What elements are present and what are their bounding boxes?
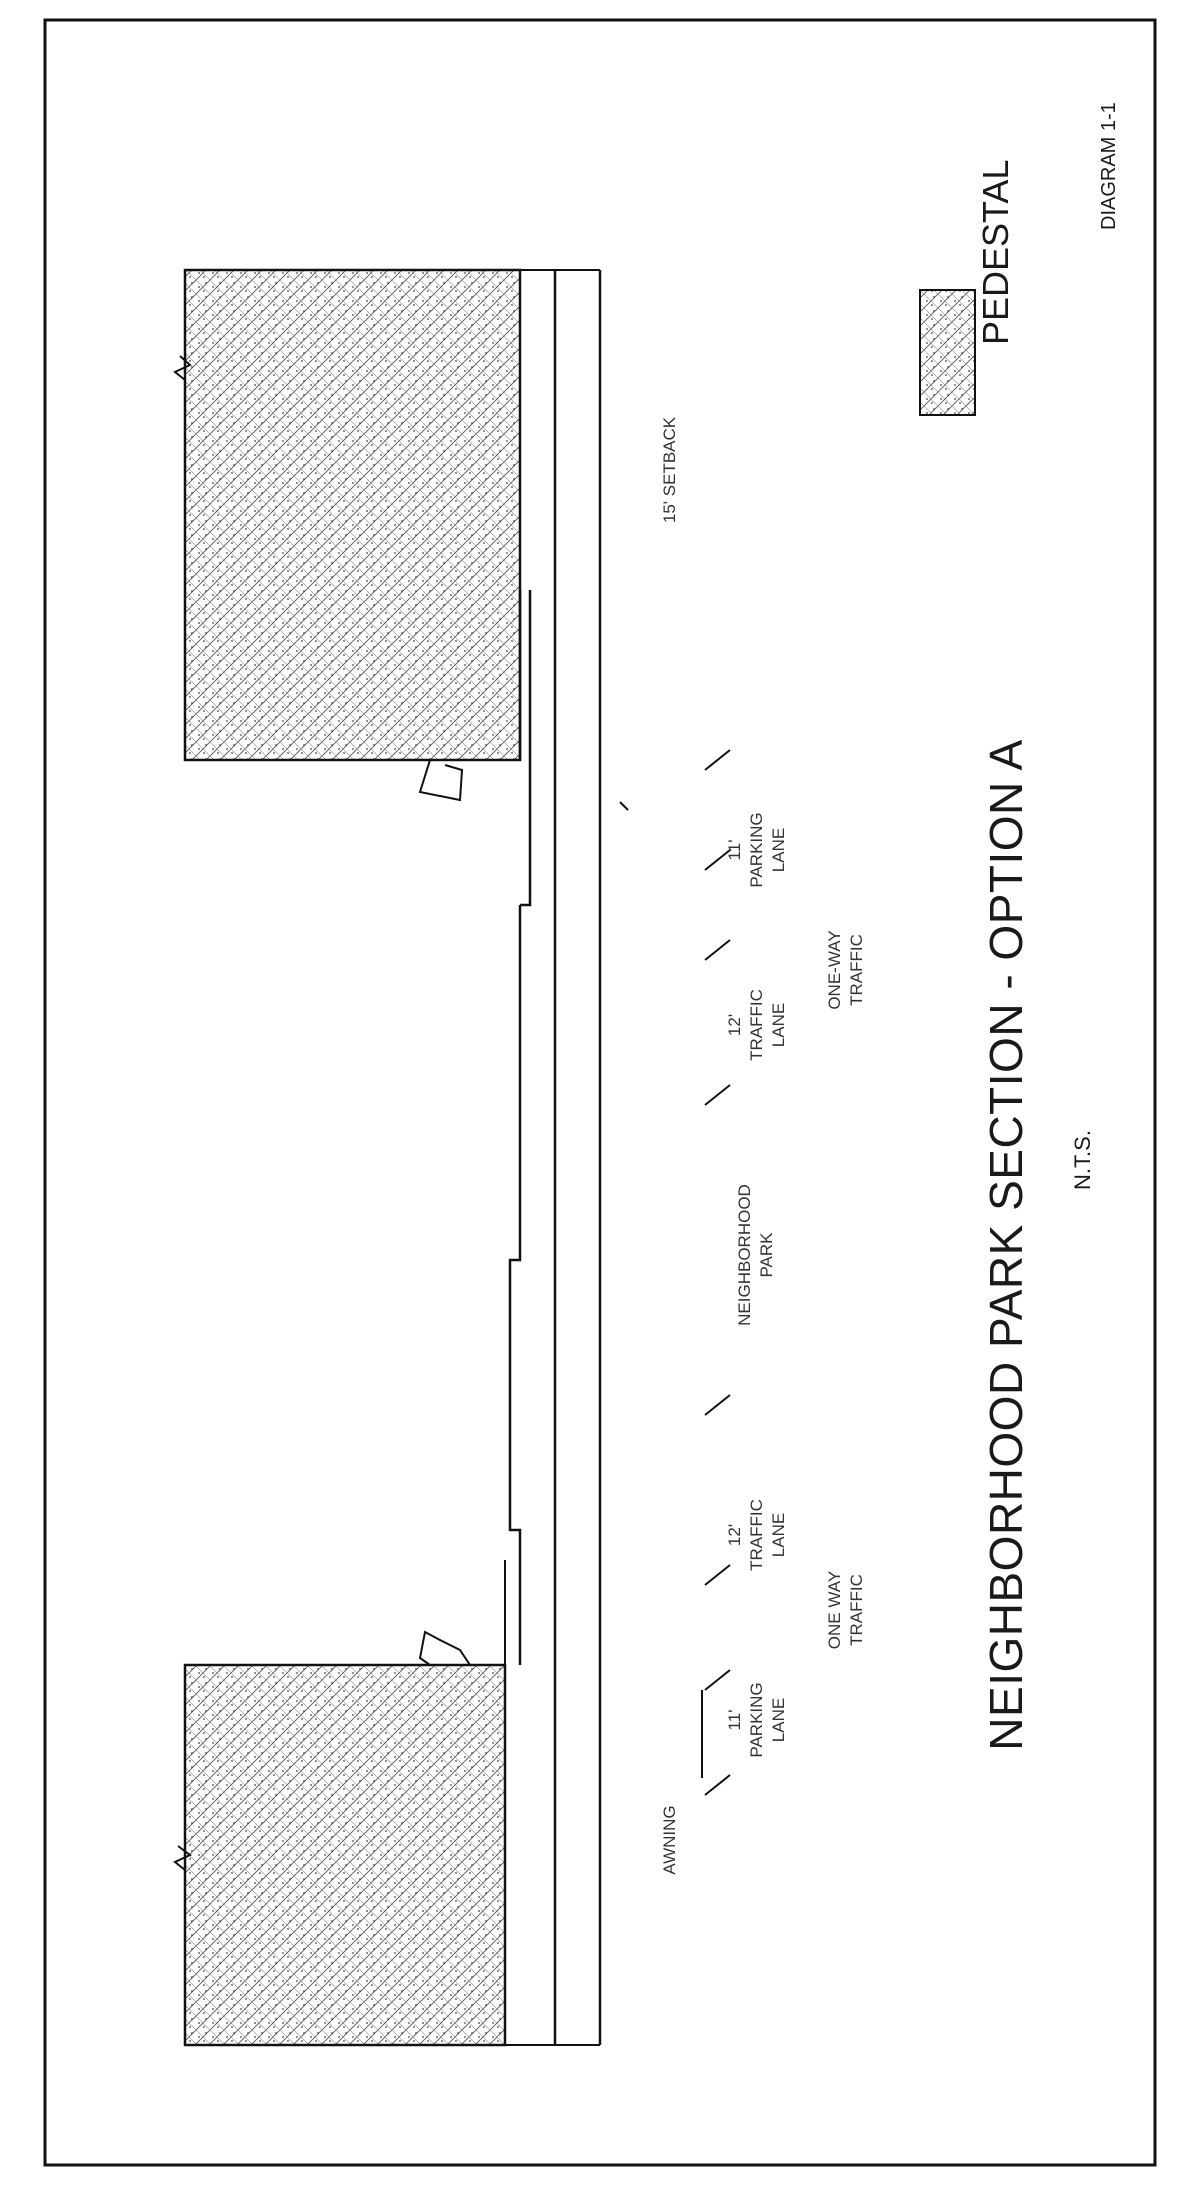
page-title: NEIGHBORHOOD PARK SECTION - OPTION A	[980, 739, 1032, 1751]
svg-text:PARK: PARK	[757, 1232, 776, 1278]
scale-note: N.T.S.	[1070, 1130, 1095, 1190]
label-awning: AWNING	[660, 1805, 679, 1875]
svg-text:12': 12'	[725, 1013, 744, 1037]
legend-label: PEDESTAL	[975, 159, 1016, 345]
svg-text:LANE: LANE	[769, 1002, 788, 1048]
svg-text:PARKING: PARKING	[747, 812, 766, 888]
label-park	[735, 1184, 776, 1326]
legend-pedestal-swatch	[920, 290, 975, 415]
svg-text:LANE: LANE	[769, 827, 788, 873]
tick-west-3	[705, 1775, 730, 1795]
label-east-direction	[825, 930, 866, 1009]
svg-text:11': 11'	[725, 839, 744, 861]
tick-east-1	[705, 750, 730, 770]
svg-text:ONE WAY: ONE WAY	[825, 1570, 844, 1650]
tick-west-1	[705, 1565, 730, 1585]
svg-text:TRAFFIC: TRAFFIC	[847, 1574, 866, 1646]
svg-text:TRAFFIC: TRAFFIC	[747, 989, 766, 1061]
label-west-direction	[825, 1571, 866, 1649]
label-west-traffic	[725, 1499, 788, 1571]
svg-text:LANE: LANE	[769, 1512, 788, 1558]
tick-park-s	[705, 1395, 730, 1415]
svg-text:PARKING: PARKING	[747, 1682, 766, 1758]
tick-park-n	[705, 1085, 730, 1105]
label-east-traffic	[725, 989, 788, 1061]
svg-text:LANE: LANE	[769, 1697, 788, 1743]
svg-text:11': 11'	[725, 1709, 744, 1731]
svg-text:ONE-WAY: ONE-WAY	[825, 930, 844, 1010]
awning-south	[420, 1632, 470, 1665]
svg-text:TRAFFIC: TRAFFIC	[747, 1499, 766, 1571]
tick-setback	[620, 802, 628, 810]
tick-east-3	[705, 940, 730, 960]
diagram-number: DIAGRAM 1-1	[1098, 102, 1120, 230]
awning-north	[420, 760, 462, 800]
label-west-parking	[725, 1682, 788, 1757]
label-east-parking	[725, 812, 788, 887]
label-setback: 15' SETBACK	[660, 416, 679, 524]
svg-text:TRAFFIC: TRAFFIC	[847, 934, 866, 1006]
svg-text:12': 12'	[725, 1523, 744, 1547]
building-south	[185, 1665, 505, 2045]
tick-west-2	[705, 1670, 730, 1690]
building-north	[185, 270, 520, 760]
svg-text:NEIGHBORHOOD: NEIGHBORHOOD	[735, 1184, 754, 1326]
